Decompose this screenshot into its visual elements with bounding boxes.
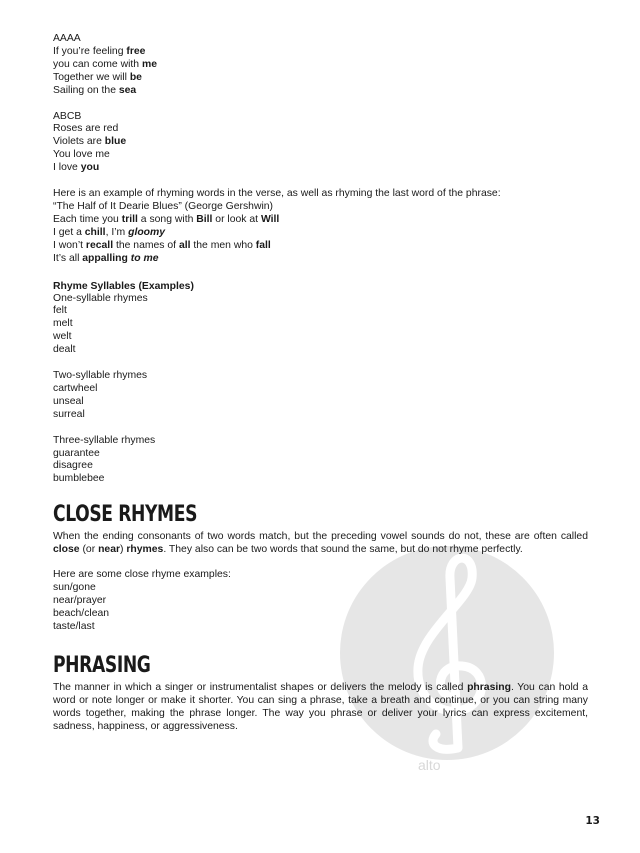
example-line-1: Each time you trill a song with Bill or look at Will <box>53 213 280 225</box>
two-syllable-label: Two-syllable rhymes <box>53 370 148 382</box>
word-list-item: disagree <box>53 460 93 472</box>
word-list-item: dealt <box>53 344 76 356</box>
word-list-item: bumblebee <box>53 473 105 485</box>
close-rhyme-example: near/prayer <box>53 595 107 607</box>
three-syllable-label: Three-syllable rhymes <box>53 434 156 446</box>
word-list-item: welt <box>53 331 72 343</box>
word-list-item: felt <box>53 305 67 317</box>
example-intro: Here is an example of rhyming words in the verse, as well as rhyming the last word of the phrase: <box>53 188 501 200</box>
example-line-2: I get a chill, I’m gloomy <box>53 226 166 238</box>
abcb-line-1: Roses are red <box>53 123 119 135</box>
aaaa-line-4: Sailing on the sea <box>53 84 137 96</box>
scheme-aaaa-label: AAAA <box>53 33 81 44</box>
page-content <box>53 33 588 733</box>
example-song-title: “The Half of It Dearie Blues” (George Gershwin) <box>53 200 274 212</box>
page-number: 13 <box>585 815 600 827</box>
one-syllable-label: One-syllable rhymes <box>53 292 148 304</box>
rhyme-syllables-title: Rhyme Syllables (Examples) <box>53 280 194 292</box>
word-list-item: unseal <box>53 395 84 407</box>
abcb-line-3: You love me <box>53 149 110 161</box>
word-list-item: surreal <box>53 408 85 420</box>
word-list-item: melt <box>53 318 73 330</box>
aaaa-line-3: Together we will be <box>53 71 142 83</box>
aaaa-line-1: If you’re feeling free <box>53 45 146 57</box>
close-rhymes-heading: CLOSE RHYMES <box>53 502 198 528</box>
close-rhyme-example: sun/gone <box>53 582 96 594</box>
abcb-line-2: Violets are blue <box>53 136 127 148</box>
abcb-line-4: I love you <box>53 162 100 174</box>
close-rhymes-paragraph: When the ending consonants of two words match, but the preceding vowel sounds do not, these are often called close (or near) rhymes. They also can be two words that sound the same, but do not rhyme perfectly. <box>53 531 588 556</box>
close-rhymes-intro: Here are some close rhyme examples: <box>53 569 231 581</box>
scheme-abcb-label: ABCB <box>53 110 82 122</box>
close-rhyme-example: taste/last <box>53 620 95 632</box>
watermark-text: alto <box>418 757 441 773</box>
word-list-item: cartwheel <box>53 382 98 394</box>
aaaa-line-2: you can come with me <box>53 58 157 70</box>
example-line-3: I won’t recall the names of all the men who fall <box>53 239 271 251</box>
word-list-item: guarantee <box>53 447 100 459</box>
phrasing-heading: PHRASING <box>53 652 151 678</box>
example-line-4: It’s all appalling to me <box>53 252 159 264</box>
phrasing-paragraph: The manner in which a singer or instrumentalist shapes or delivers the melody is called phrasing. You can hold a word or note longer or make it shorter. You can sing a phrase, take a breath and continue, or you can string many words together, making the phrase longer. The way you phrase or deliver your lyrics can express excitement, sadness, happiness, or aggressiveness. <box>53 681 588 732</box>
close-rhyme-example: beach/clean <box>53 608 110 619</box>
